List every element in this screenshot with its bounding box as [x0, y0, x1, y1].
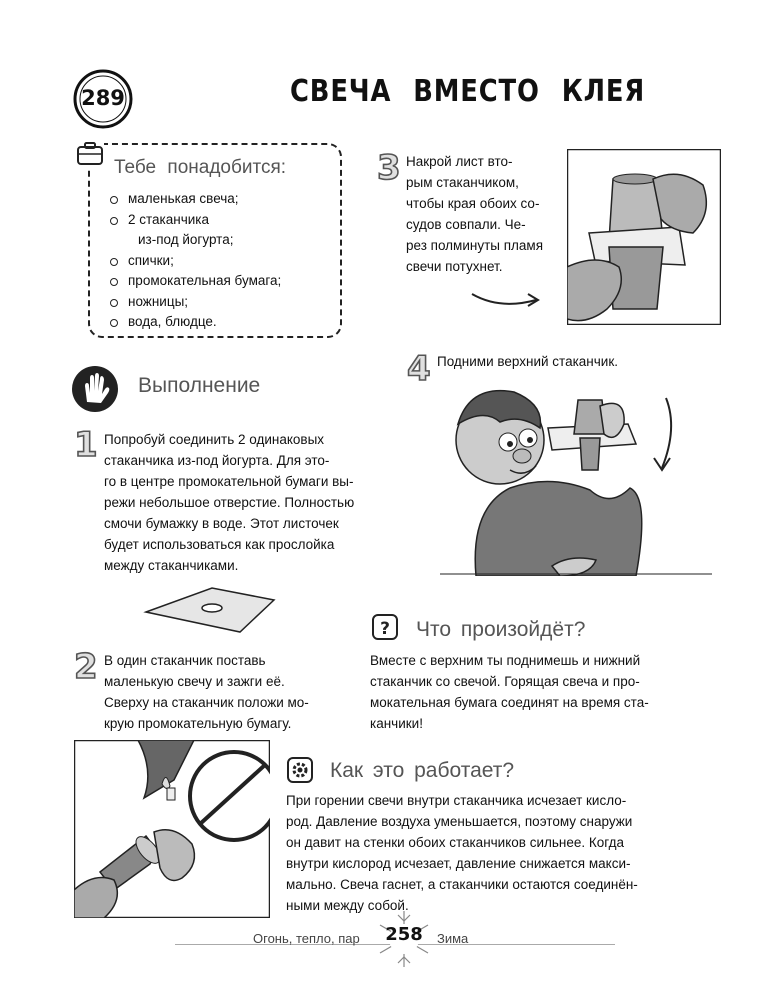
page-title: СВЕЧА ВМЕСТО КЛЕЯ: [290, 74, 646, 109]
step-4-text: Подними верхний стаканчик.: [437, 354, 618, 369]
materials-item: ножницы;: [108, 292, 281, 313]
experiment-number: 289: [81, 86, 125, 110]
materials-item: промокательная бумага;: [108, 271, 281, 292]
result-text: Вместе с верхним ты поднимешь и нижний стаканчик со свечой. Горящая свеча и про- мокательная бумага соединят на время ста- канчики!: [370, 653, 649, 731]
experiment-number-badge: [72, 68, 134, 130]
materials-item: спички;: [108, 251, 281, 272]
svg-text:?: ?: [380, 619, 390, 639]
briefcase-icon: [76, 141, 104, 167]
materials-item: маленькая свеча;: [108, 189, 281, 210]
explanation-heading: Как это работает?: [330, 759, 515, 782]
step-number: 1: [74, 425, 98, 465]
lighting-candle-illustration: [74, 740, 270, 918]
page-number: 258: [385, 924, 423, 945]
question-icon: [371, 613, 399, 645]
footer-section-name: Огонь, тепло, пар: [253, 931, 360, 946]
procedure-heading: Выполнение: [138, 374, 261, 397]
materials-list: [108, 189, 281, 333]
step-number: 3: [377, 148, 401, 188]
curved-arrow-icon: [470, 286, 542, 314]
step-number: 4: [407, 349, 431, 389]
materials-heading: Тебе понадобится:: [114, 157, 287, 178]
step-2-text: В один стаканчик поставь маленькую свечу и зажги её. Сверху на стаканчик положи мо- крую промокательную бумагу.: [104, 653, 309, 731]
gear-icon: [286, 756, 314, 788]
step-1-text: Попробуй соединить 2 одинаковых стаканчика из-под йогурта. Для это- го в центре промокательной бумаги вы- режи небольшое отверстие. Полностью смочи бумажку в воде. Этот листочек будет использоваться как прослойка между стаканчиками.: [104, 432, 355, 573]
wet-paper-illustration: [140, 586, 280, 638]
explanation-text: При горении свечи внутри стаканчика исчезает кисло- род. Давление воздуха уменьшается, поэтому снаружи он давит на стенки обоих стаканчиков сильнее. Когда внутри кислород исчезает, давление снижается макси- мально. Свеча гаснет, а стаканчики остаются соединён- ными между собой.: [286, 793, 638, 913]
step-3-text: Накрой лист вто- рым стаканчиком, чтобы края обоих со- судов совпали. Че- рез полминуты пламя свечи потухнет.: [406, 154, 544, 274]
hand-icon: [70, 364, 120, 418]
materials-item: 2 стаканчика: [108, 210, 281, 231]
result-heading: Что произойдёт?: [416, 618, 586, 641]
footer-season: Зима: [437, 931, 469, 946]
materials-item-continuation: из-под йогурта;: [138, 232, 234, 247]
step-number: 2: [74, 647, 98, 687]
materials-item: вода, блюдце.: [108, 312, 281, 333]
cups-illustration: [567, 149, 721, 325]
boy-lifting-cup-illustration: [440, 378, 712, 576]
